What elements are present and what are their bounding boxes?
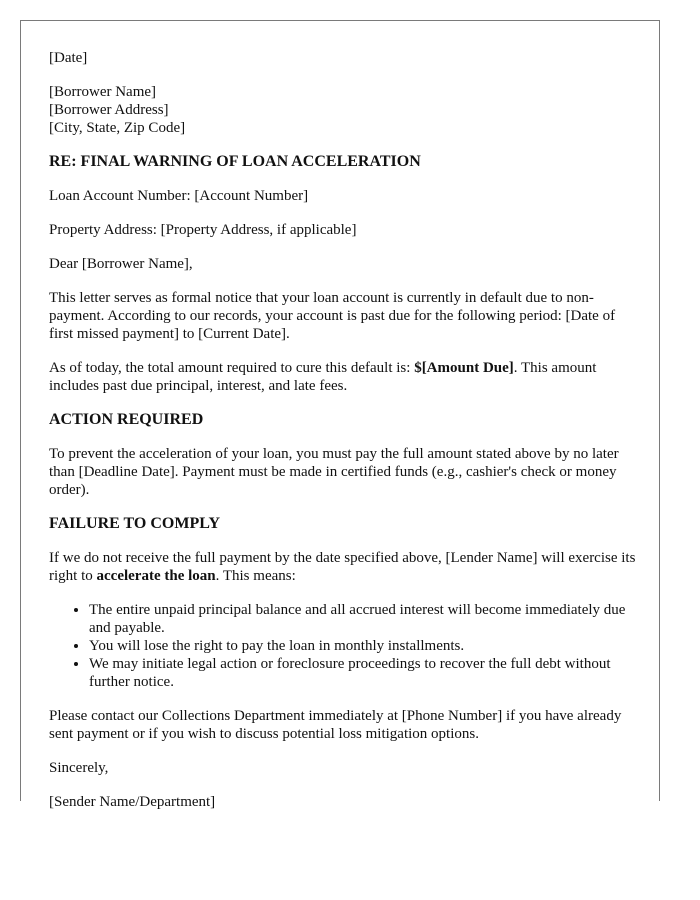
property-address-value: [Property Address, if applicable] [160, 222, 357, 238]
contact-paragraph: Please contact our Collections Department immediately at [Phone Number] if you have already sent payment or if you wish to discuss potential loss mitigation options. [49, 708, 622, 742]
amount-due-outro: . This amount includes past due principal, interest, and late fees. [49, 360, 597, 394]
failure-intro: If we do not receive the full payment by the date specified above, [Lender Name] will exercise its right to [49, 550, 636, 584]
amount-due-paragraph [49, 359, 639, 395]
recipient-block [49, 83, 639, 137]
failure-to-comply-paragraph [49, 549, 639, 585]
failure-outro: . This means: [215, 568, 296, 584]
failure-to-comply-heading: FAILURE TO COMPLY [49, 515, 220, 532]
consequences-list [49, 601, 639, 691]
borrower-name: [Borrower Name] [49, 84, 157, 100]
property-address-label: Property Address: [49, 222, 157, 238]
borrower-address: [Borrower Address] [49, 102, 169, 118]
action-required-paragraph: To prevent the acceleration of your loan, you must pay the full amount stated above by no later than [Deadline Date]. Payment must be made in certified funds (e.g., cashier's check or money order). [49, 446, 619, 498]
closing: Sincerely, [49, 760, 109, 776]
list-item: • The entire unpaid principal balance and all accrued interest will become immediately due and payable. [89, 601, 639, 637]
list-item: • We may initiate legal action or foreclosure proceedings to recover the full debt without further notice. [89, 655, 639, 691]
property-address-line [49, 221, 639, 239]
salutation: Dear [Borrower Name], [49, 256, 193, 272]
amount-due-intro: As of today, the total amount required to cure this default is: [49, 360, 415, 376]
letter-content [49, 49, 639, 827]
letter-page [20, 20, 660, 810]
default-notice-paragraph: This letter serves as formal notice that your loan account is currently in default due to non-payment. According to our records, your account is past due for the following period: [Date of first missed payment] to [Current Date]. [49, 290, 616, 342]
borrower-city-state-zip: [City, State, Zip Code] [49, 120, 186, 136]
action-required-heading: ACTION REQUIRED [49, 411, 204, 428]
signature: [Sender Name/Department] [49, 794, 216, 810]
letter-date: [Date] [49, 50, 88, 66]
account-number-value: [Account Number] [194, 188, 309, 204]
list-item: • You will lose the right to pay the loan in monthly installments. [89, 637, 639, 655]
accelerate-loan-text: accelerate the loan [96, 568, 216, 584]
account-number-line [49, 187, 639, 205]
re-line: RE: FINAL WARNING OF LOAN ACCELERATION [49, 153, 421, 170]
amount-due-value: $[Amount Due] [414, 360, 514, 376]
account-number-label: Loan Account Number: [49, 188, 191, 204]
